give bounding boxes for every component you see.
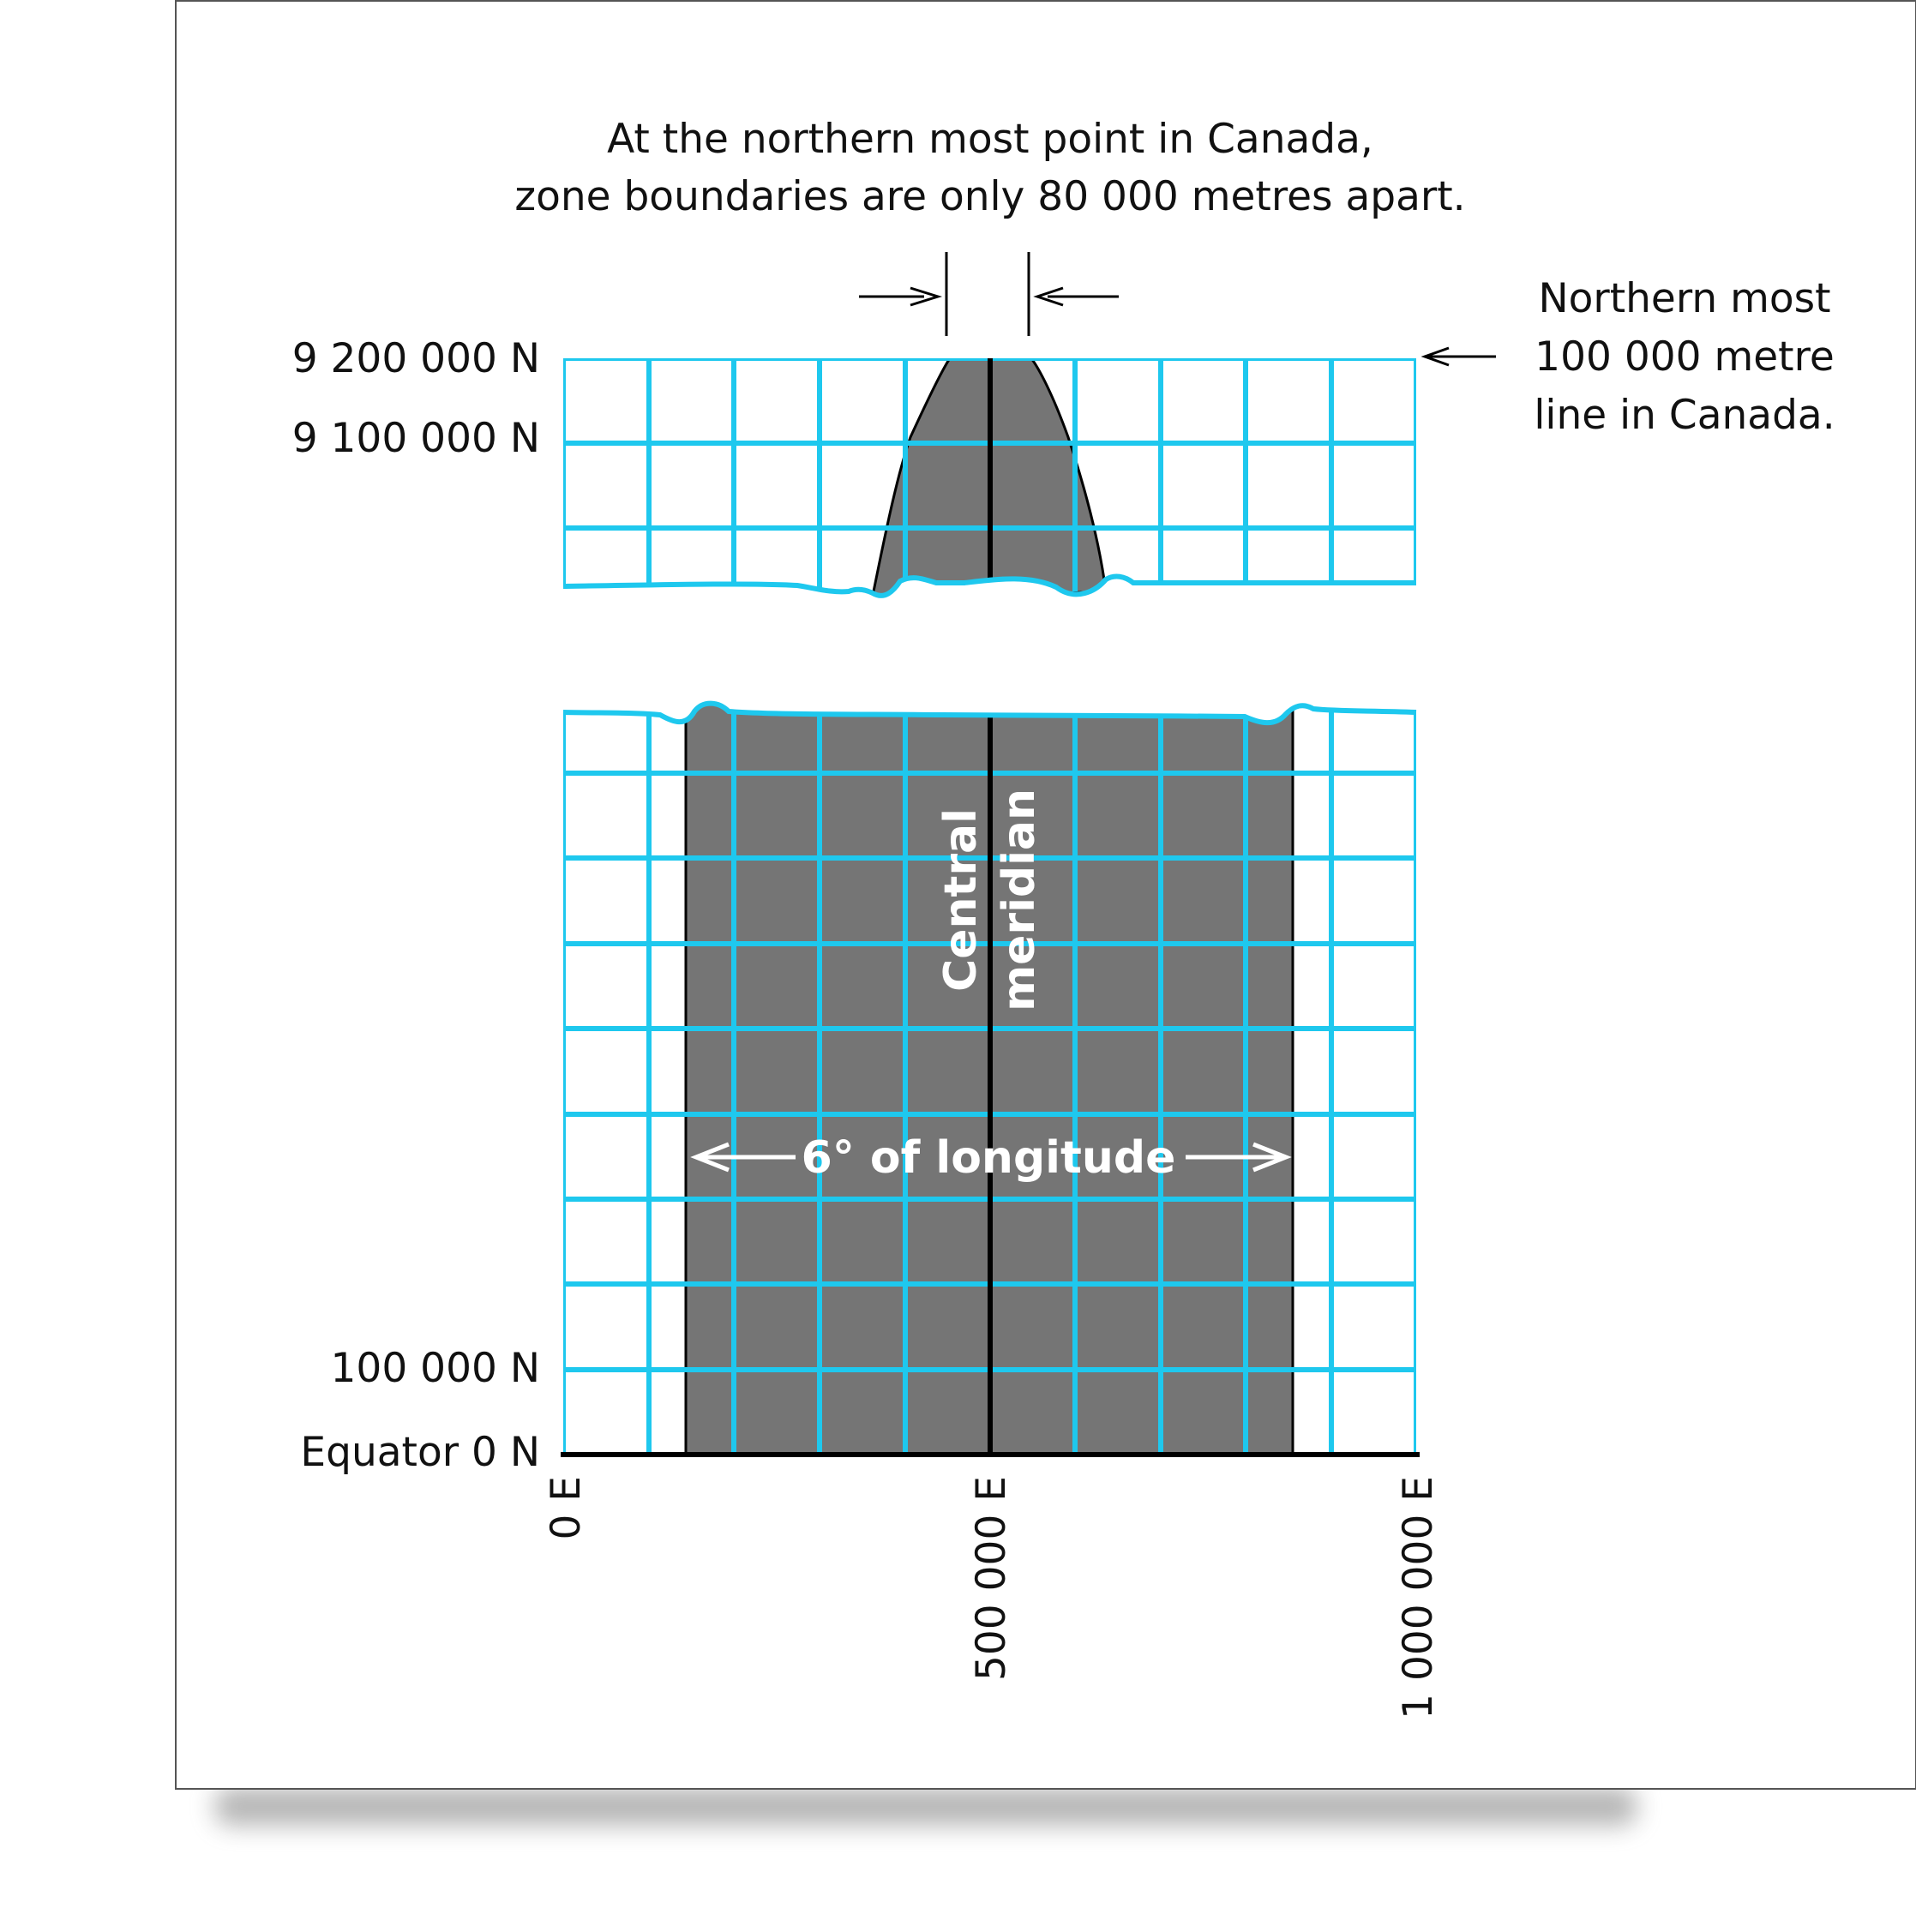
longitude-label: 6° of longitude: [801, 1132, 1176, 1184]
side-note-line-1: Northern most: [1538, 275, 1831, 322]
label-500000-e: 500 000 E: [968, 1476, 1015, 1681]
label-equator: Equator 0 N: [300, 1429, 540, 1476]
side-note-line-3: line in Canada.: [1534, 392, 1835, 439]
title-line-1: At the northern most point in Canada,: [607, 116, 1373, 163]
title-line-2: zone boundaries are only 80 000 metres apart.: [514, 173, 1466, 220]
meridian-label-line-1: Central: [935, 808, 987, 992]
side-note-line-2: 100 000 metre: [1535, 333, 1835, 381]
label-0-e: 0 E: [543, 1476, 590, 1540]
label-9200000-n: 9 200 000 N: [291, 335, 540, 382]
label-100000-n: 100 000 N: [330, 1345, 540, 1392]
label-1000000-e: 1 000 000 E: [1395, 1476, 1442, 1719]
bottom-grid-section: [563, 699, 1416, 1455]
meridian-label-line-2: meridian: [994, 788, 1045, 1012]
page-shadow: [214, 1787, 1637, 1826]
label-9100000-n: 9 100 000 N: [291, 415, 540, 462]
